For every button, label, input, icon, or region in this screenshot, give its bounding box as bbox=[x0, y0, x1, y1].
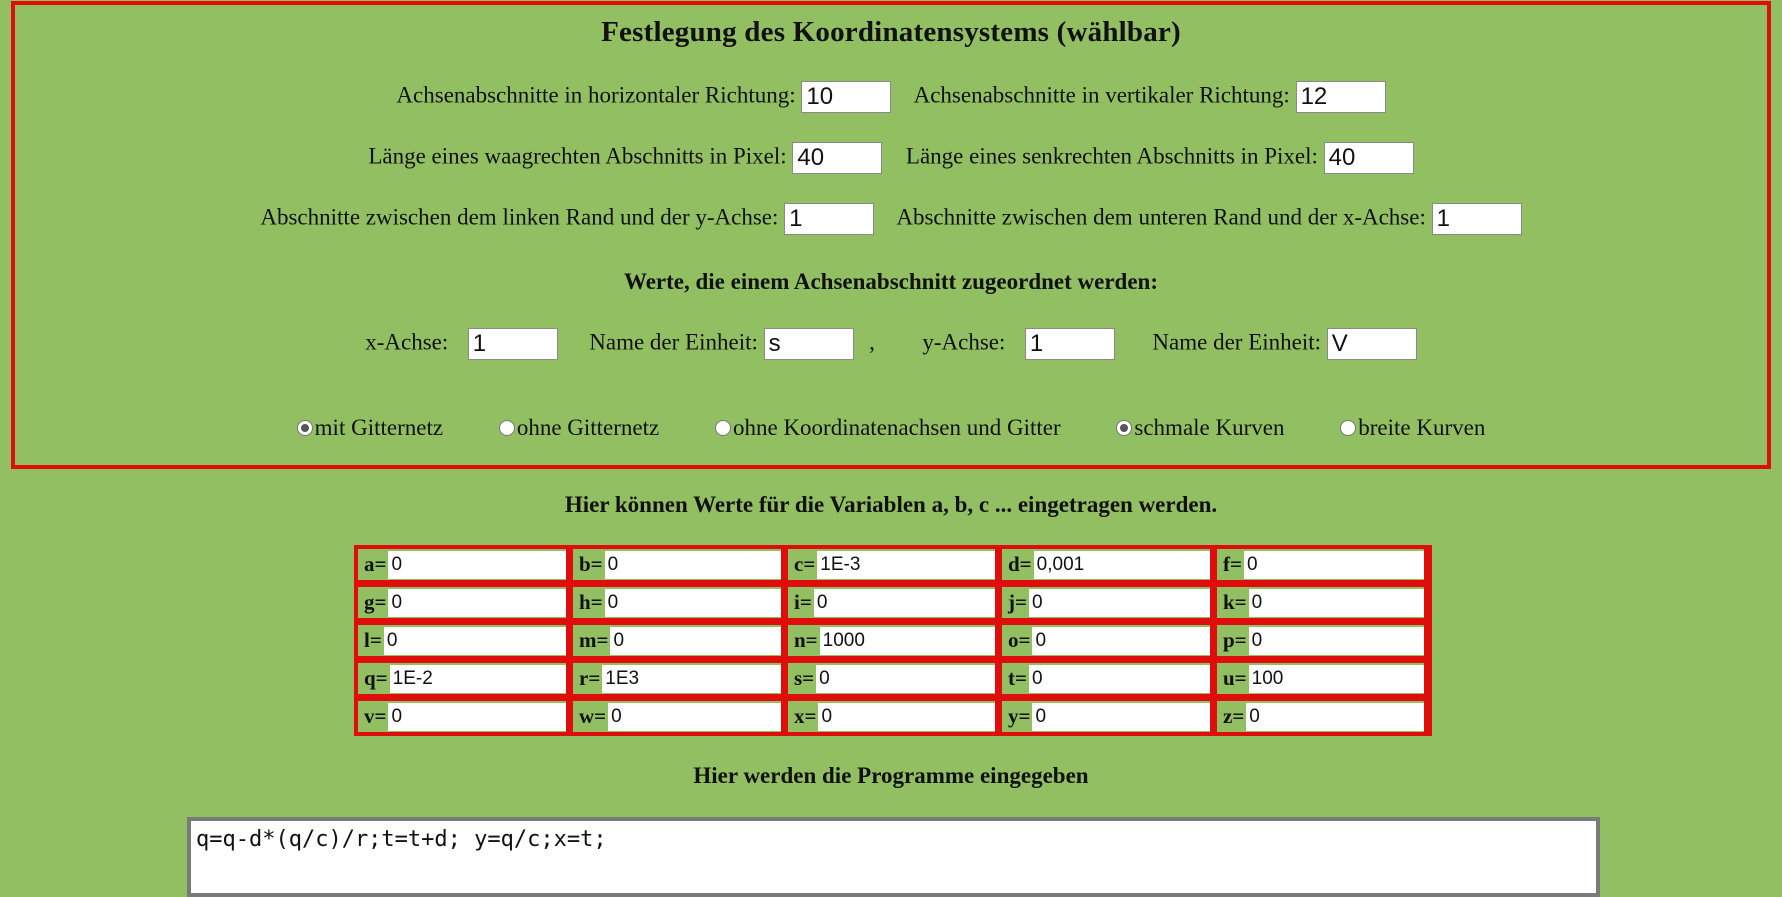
variable-label: q= bbox=[364, 666, 388, 690]
option-label: breite Kurven bbox=[1358, 415, 1486, 440]
left-offset-input[interactable]: 1 bbox=[784, 203, 874, 235]
variable-label: s= bbox=[794, 666, 815, 690]
variable-input[interactable]: 0 bbox=[1244, 551, 1424, 579]
option-wide-curves[interactable] bbox=[1340, 415, 1485, 441]
variable-cell bbox=[1000, 699, 1212, 734]
variable-cell bbox=[571, 585, 783, 620]
program-textarea[interactable]: q=q-d*(q/c)/r;t=t+d; y=q/c;x=t; bbox=[187, 817, 1600, 897]
variable-label: a= bbox=[364, 552, 387, 576]
variable-label: g= bbox=[364, 590, 387, 614]
radio-button[interactable] bbox=[499, 420, 515, 436]
separator-comma: , bbox=[869, 329, 875, 355]
variable-input[interactable]: 0 bbox=[1032, 703, 1210, 731]
variable-cell bbox=[1000, 661, 1212, 696]
x-unit-label: Name der Einheit: bbox=[589, 329, 758, 355]
bottom-offset-label: Abschnitte zwischen dem unteren Rand und der x-Achse: bbox=[896, 204, 1426, 230]
variable-label: w= bbox=[579, 704, 607, 728]
variable-label: o= bbox=[1008, 628, 1031, 652]
variable-input[interactable]: 0 bbox=[384, 627, 566, 655]
variable-cell bbox=[356, 623, 568, 658]
variable-input[interactable]: 0 bbox=[388, 589, 566, 617]
variables-heading: Hier können Werte für die Variablen a, b, c ... eingetragen werden. bbox=[564, 492, 1218, 517]
variable-input[interactable]: 100 bbox=[1249, 665, 1424, 693]
h-sections-input[interactable]: 10 bbox=[801, 81, 891, 113]
variable-cell bbox=[1215, 661, 1426, 696]
variable-input[interactable]: 0 bbox=[388, 703, 566, 731]
y-unit-input[interactable]: V bbox=[1327, 328, 1417, 360]
variable-label: x= bbox=[794, 704, 817, 728]
coordinate-settings-title: Festlegung des Koordinatensystems (wählbar) bbox=[601, 16, 1181, 48]
variable-label: d= bbox=[1008, 552, 1032, 576]
variable-input[interactable]: 0 bbox=[1029, 589, 1210, 617]
coordinate-settings-panel bbox=[11, 1, 1771, 469]
variable-label: b= bbox=[579, 552, 603, 576]
variable-label: p= bbox=[1223, 628, 1247, 652]
variables-table bbox=[354, 545, 1432, 736]
variable-label: f= bbox=[1223, 552, 1242, 576]
variable-label: k= bbox=[1223, 590, 1247, 614]
variable-label: l= bbox=[364, 628, 382, 652]
variable-cell bbox=[1000, 547, 1212, 582]
radio-button[interactable] bbox=[1340, 420, 1356, 436]
variable-cell bbox=[571, 699, 783, 734]
variable-input[interactable]: 1E-3 bbox=[817, 551, 995, 579]
v-sections-label: Achsenabschnitte in vertikaler Richtung: bbox=[913, 82, 1290, 108]
variable-input[interactable]: 1E-2 bbox=[390, 665, 566, 693]
variable-cell bbox=[786, 661, 997, 696]
option-thin-curves[interactable] bbox=[1116, 415, 1284, 441]
variable-label: c= bbox=[794, 552, 816, 576]
variable-label: z= bbox=[1223, 704, 1245, 728]
axis-values-heading: Werte, die einem Achsenabschnitt zugeordnet werden: bbox=[623, 269, 1159, 294]
left-offset-label: Abschnitte zwischen dem linken Rand und der y-Achse: bbox=[260, 204, 779, 230]
display-options bbox=[15, 415, 1767, 442]
h-length-input[interactable]: 40 bbox=[792, 142, 882, 174]
variable-cell bbox=[1000, 623, 1212, 658]
option-label: ohne Gitternetz bbox=[516, 415, 660, 440]
variable-cell bbox=[1215, 585, 1426, 620]
variable-input[interactable]: 1E3 bbox=[602, 665, 781, 693]
variable-cell bbox=[356, 661, 568, 696]
variable-input[interactable]: 0 bbox=[1246, 703, 1424, 731]
variable-input[interactable]: 0 bbox=[605, 589, 781, 617]
variable-label: i= bbox=[794, 590, 812, 614]
x-axis-label: x-Achse: bbox=[365, 329, 449, 355]
variable-cell bbox=[786, 699, 997, 734]
axis-values-row bbox=[15, 328, 1767, 360]
section-length-row bbox=[15, 142, 1767, 174]
variable-input[interactable]: 0 bbox=[1032, 627, 1210, 655]
radio-button[interactable] bbox=[1116, 420, 1132, 436]
variable-cell bbox=[1000, 585, 1212, 620]
option-label: mit Gitternetz bbox=[314, 415, 444, 440]
variable-input[interactable]: 0 bbox=[610, 627, 781, 655]
h-length-label: Länge eines waagrechten Abschnitts in Pixel: bbox=[368, 143, 787, 169]
y-unit-label: Name der Einheit: bbox=[1152, 329, 1322, 355]
variable-cell bbox=[1215, 547, 1426, 582]
variable-cell bbox=[786, 585, 997, 620]
variable-cell bbox=[1215, 623, 1426, 658]
variable-cell bbox=[356, 547, 568, 582]
variable-cell bbox=[571, 661, 783, 696]
program-heading: Hier werden die Programme eingegeben bbox=[693, 763, 1089, 788]
variable-label: t= bbox=[1008, 666, 1027, 690]
variable-cell bbox=[1215, 699, 1426, 734]
variable-input[interactable]: 0 bbox=[1249, 589, 1424, 617]
option-label: ohne Koordinatenachsen und Gitter bbox=[732, 415, 1061, 440]
y-axis-label: y-Achse: bbox=[922, 329, 1006, 355]
variable-cell bbox=[786, 547, 997, 582]
variable-input[interactable]: 1000 bbox=[820, 627, 995, 655]
variable-label: u= bbox=[1223, 666, 1247, 690]
variable-input[interactable]: 0,001 bbox=[1034, 551, 1210, 579]
h-sections-label: Achsenabschnitte in horizontaler Richtung: bbox=[396, 82, 796, 108]
variable-input[interactable]: 0 bbox=[1029, 665, 1210, 693]
radio-button[interactable] bbox=[297, 420, 313, 436]
option-grid[interactable] bbox=[297, 415, 443, 441]
variable-input[interactable]: 0 bbox=[605, 551, 781, 579]
variable-input[interactable]: 0 bbox=[818, 703, 995, 731]
variable-label: j= bbox=[1008, 590, 1027, 614]
variable-label: m= bbox=[579, 628, 609, 652]
variable-cell bbox=[356, 585, 568, 620]
v-sections-input[interactable]: 12 bbox=[1296, 81, 1386, 113]
variable-label: n= bbox=[794, 628, 818, 652]
variable-cell bbox=[571, 623, 783, 658]
option-no-grid[interactable] bbox=[499, 415, 659, 441]
variable-input[interactable]: 0 bbox=[816, 665, 995, 693]
option-label: schmale Kurven bbox=[1134, 415, 1285, 440]
variable-label: r= bbox=[579, 666, 601, 690]
variable-label: v= bbox=[364, 704, 387, 728]
variable-input[interactable]: 0 bbox=[814, 589, 995, 617]
x-axis-value-input[interactable]: 1 bbox=[468, 328, 558, 360]
axis-offset-row bbox=[15, 203, 1767, 235]
variable-label: h= bbox=[579, 590, 603, 614]
y-axis-value-input[interactable]: 1 bbox=[1025, 328, 1115, 360]
variable-cell bbox=[571, 547, 783, 582]
variable-input[interactable]: 0 bbox=[608, 703, 781, 731]
variable-label: y= bbox=[1008, 704, 1031, 728]
variable-input[interactable]: 0 bbox=[1249, 627, 1424, 655]
bottom-offset-input[interactable]: 1 bbox=[1432, 203, 1522, 235]
x-unit-input[interactable]: s bbox=[764, 328, 854, 360]
axis-sections-row bbox=[15, 81, 1767, 113]
v-length-label: Länge eines senkrechten Abschnitts in Pixel: bbox=[905, 143, 1318, 169]
variable-cell bbox=[786, 623, 997, 658]
radio-button[interactable] bbox=[715, 420, 731, 436]
v-length-input[interactable]: 40 bbox=[1324, 142, 1414, 174]
option-no-axes[interactable] bbox=[715, 415, 1061, 441]
variable-cell bbox=[356, 699, 568, 734]
variable-input[interactable]: 0 bbox=[388, 551, 566, 579]
